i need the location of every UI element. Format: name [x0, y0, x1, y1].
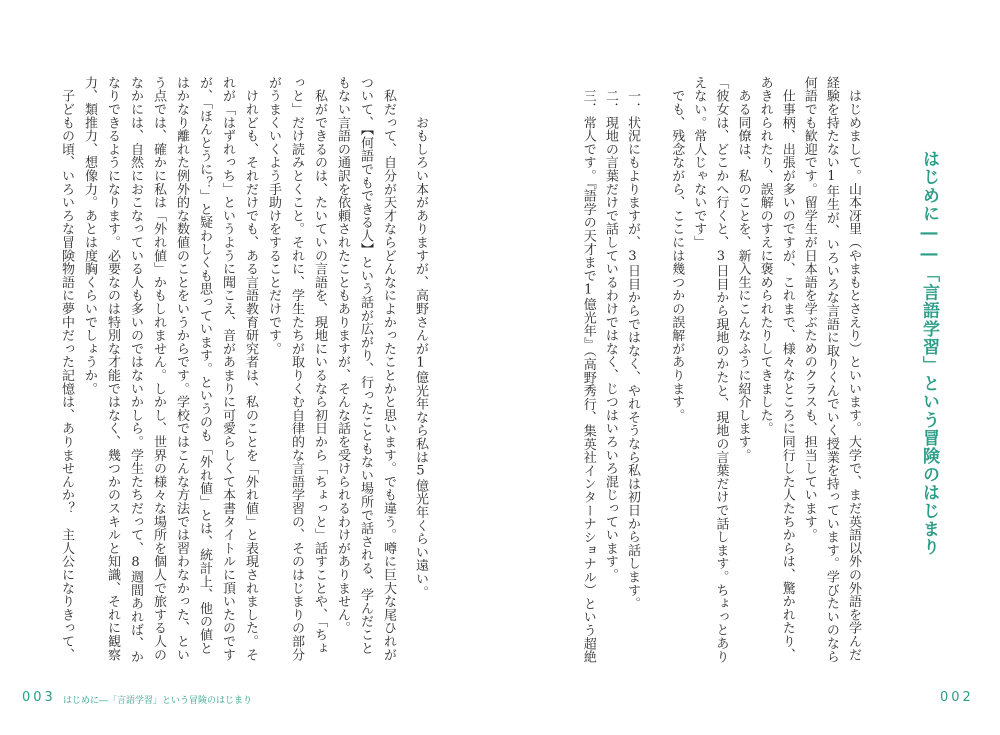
text-line: う点では、確かに私は「外れ値」かもしれません。しかし、世界の様々な場所を個人で旅する人の: [151, 76, 166, 662]
text-line: 仕事柄、出張が多いのですが、これまで、様々なところに同行した人たちからは、驚かれたり、: [779, 76, 795, 662]
text-line: けれども、それだけでも、ある言語教育研究者は、私のことを「外れ値」と表現されました。そ: [243, 76, 258, 662]
text-line: あきれられたり、誤解のすえに褒められたりしてきました。: [757, 76, 773, 436]
chapter-heading: はじめに――「言語学習」という冒険のはじまり: [919, 150, 939, 557]
text-line: はじめまして。山本冴里（やまもとさえり）といいます。大学で、まだ英語以外の外語を学んだ: [846, 76, 861, 662]
list-item: 一．状況にもよりますが、3日目からではなく、やれそうなら私は初日から話します。: [625, 76, 640, 610]
text-line: もない言語の通訳を依頼されたこともありますが、そんな話を受けられるわけがありません。: [335, 76, 350, 635]
text-line: 私だって、自分が天才ならどんなによかったことかと思います。でも違う。噂に巨大な尾ひれが: [381, 76, 396, 662]
text-line: 子どもの頃、いろいろな冒険物語に夢中だった記憶は、ありませんか？ 主人公になりきって、: [59, 76, 74, 662]
page-number-right: 002: [940, 690, 974, 705]
text-line: 何語でも歓迎です。留学生が日本語を学ぶためのクラスも、担当しています。: [801, 76, 817, 542]
list-item: 三．常人です。『語学の天才まで1億光年』（高野秀行、集英社インターナショナル）という超絶: [580, 76, 596, 664]
text-line: 私ができるのは、たいていの言語を、現地にいるなら初日から「ちょっと」話すことや、「ちょ: [312, 76, 327, 655]
text-line: おもしろい本がありますが、高野さんが1億光年なら私は5億光年くらい遠い。: [413, 76, 428, 599]
right-page: [500, 0, 1000, 735]
text-line: なりできるようになります。必要なのは特別な才能ではなく、幾つかのスキルと知識、それに観察: [105, 76, 120, 662]
text-line: なかには、自然におこなっている人も多いのではないかしら。学生たちだって、8週間あれば、か: [128, 76, 143, 664]
page-number-left: 003: [22, 690, 56, 705]
list-item: 二．現地の言葉だけで話しているわけではなく、じつはいろいろ混じっています。: [602, 76, 618, 582]
text-line: がうまくいくよう手助けをすることだけです。: [266, 76, 281, 356]
text-line: ある同僚は、私のことを、新入生にこんなふうに紹介します。: [735, 76, 751, 462]
text-line: はかなり離れた例外的な数値のことをいうからです。学校ではこんな方法では習わなかった、とい: [174, 76, 189, 662]
text-line: 力、類推力、想像力。あとは度胸くらいでしょうか。: [82, 76, 97, 396]
text-line: っと」だけ読みとくこと。それに、学生たちが取りくむ自律的な言語学習の、そのはじまりの部分: [289, 76, 304, 662]
text-line: えない。常人じゃないです」: [691, 76, 707, 249]
text-line: でも、残念ながら、ここには幾つかの誤解があります。: [669, 76, 685, 422]
text-line: 「彼女は、どこかへ行くと、3日目から現地のかたと、現地の言葉だけで話します。ちょっとあり: [713, 76, 729, 664]
text-line: ついて、【何語でもできる人】という話が広がり、行ったこともない場所で話される、学んだこと: [358, 76, 373, 655]
text-line: が、「ほんとうに？」と疑わしくも思っています。というのも「外れ値」とは、統計上、他の値と: [197, 76, 212, 655]
text-line: れが「はずれっち」というように聞こえ、音があまりに可愛らしくて本書タイトルに頂いたのです: [220, 76, 235, 662]
text-line: 経験を持たない1年生が、いろいろな言語に取りくんでいく授業を持っています。学びたいのなら: [823, 76, 839, 664]
running-head: はじめに―「言語学習」という冒険のはじまり: [63, 696, 253, 706]
